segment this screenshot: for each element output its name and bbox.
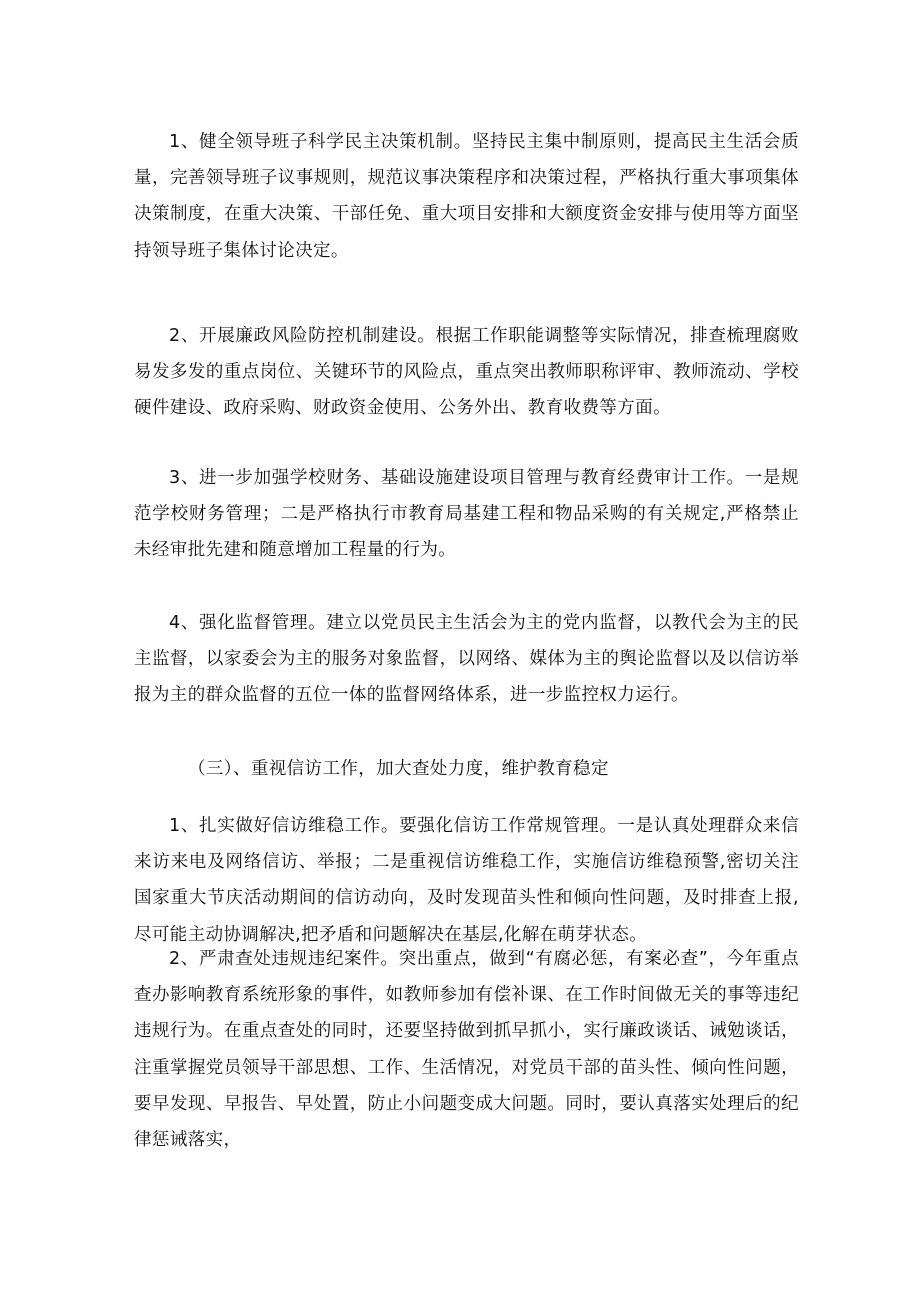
section-heading: （三）、重视信访工作，加大查处力度，维护教育稳定 (188, 759, 609, 779)
paragraph-1: 1、健全领导班子科学民主决策机制。坚持民主集中制原则，提高民主生活会质量，完善领导班子议事规则，规范议事决策程序和决策过程，严格执行重大事项集体决策制度，在重大决策、干部任免、重大项目安排和大额度资金安排与使用等方面坚持领导班子集体讨论决定。 (134, 132, 799, 261)
paragraph-4: 4、强化监督管理。建立以党员民主生活会为主的党内监督，以教代会为主的民主监督，以家委会为主的服务对象监督，以网络、媒体为主的舆论监督以及以信访举报为主的群众监督的五位一体的监督网络体系，进一步监控权力运行。 (134, 613, 799, 706)
paragraph-5: 1、扎实做好信访维稳工作。要强化信访工作常规管理。一是认真处理群众来信来访来电及网络信访、举报；二是重视信访维稳工作，实施信访维稳预警,密切关注国家重大节庆活动期间的信访动向，及时发现苗头性和倾向性问题，及时排查上报,尽可能主动协调解决,把矛盾和问题解决在基层,化解在萌芽状态。 (134, 816, 799, 945)
paragraph-3: 3、进一步加强学校财务、基础设施建设项目管理与教育经费审计工作。一是规范学校财务管理；二是严格执行市教育局基建工程和物品采购的有关规定,严格禁止未经审批先建和随意增加工程量的行为。 (134, 468, 799, 561)
paragraph-6: 2、严肃查处违规违纪案件。突出重点，做到“有腐必惩，有案必查”，今年重点查办影响教育系统形象的事件，如教师参加有偿补课、在工作时间做无关的事等违纪违规行为。在重点查处的同时，还要坚持做到抓早抓小，实行廉政谈话、诫勉谈话，注重掌握党员领导干部思想、工作、生活情况，对党员干部的苗头性、倾向性问题，要早发现、早报告、早处置，防止小问题变成大问题。同时，要认真落实处理后的纪律惩诫落实， (134, 949, 799, 1151)
paragraph-2: 2、开展廉政风险防控机制建设。根据工作职能调整等实际情况，排查梳理腐败易发多发的重点岗位、关键环节的风险点，重点突出教师职称评审、教师流动、学校硬件建设、政府采购、财政资金使用、公务外出、教育收费等方面。 (134, 326, 799, 419)
